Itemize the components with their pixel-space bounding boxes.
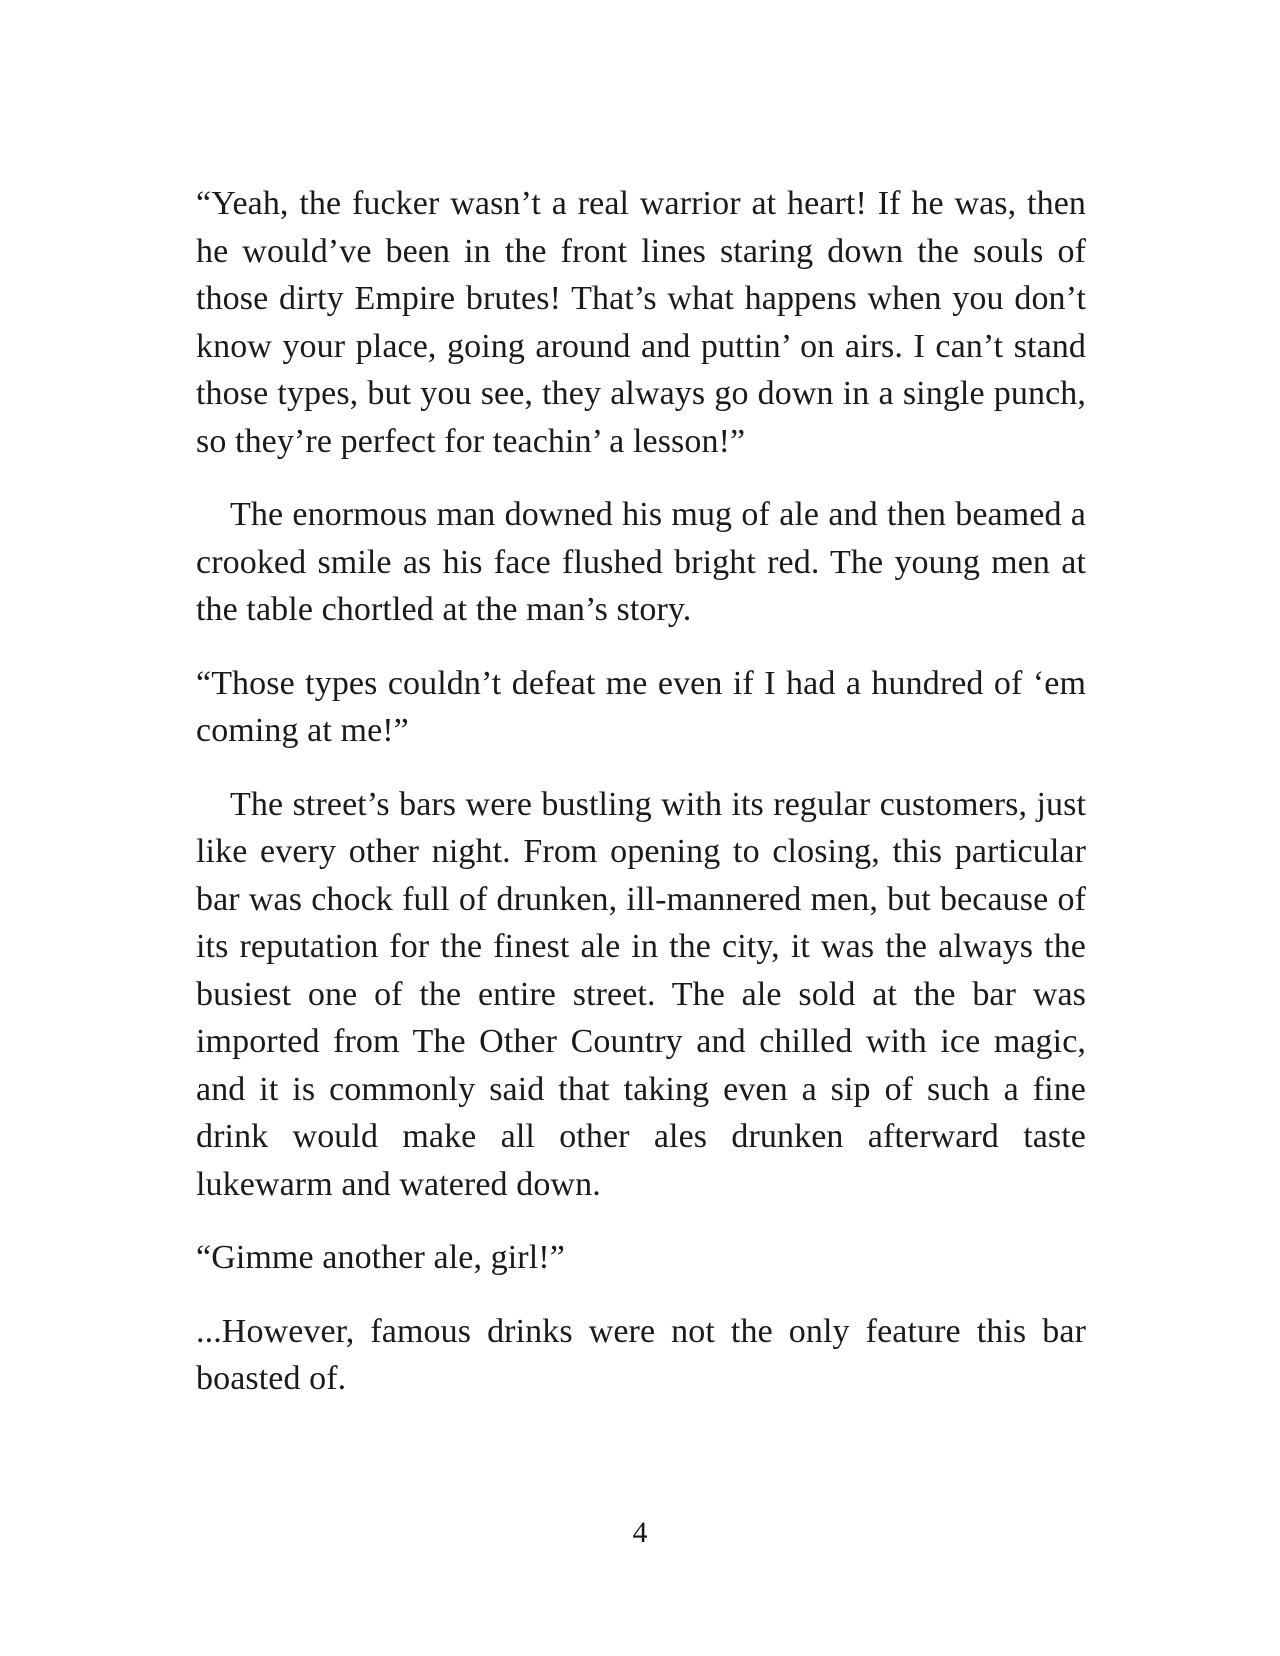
page-number: 4 — [632, 1516, 648, 1549]
paragraph-dialogue-gimme-ale: “Gimme another ale, girl!” — [196, 1239, 565, 1276]
paragraph-dialogue-those-types: “Those types couldn’t defeat me even if I had a hundred of ‘em coming at me!” — [196, 664, 1086, 749]
paragraph-famous-drinks: ...However, famous drinks were not the only feature this bar boasted of. — [196, 1312, 1086, 1397]
page-body — [196, 180, 1086, 1429]
paragraph-street-bars: The street’s bars were bustling with its regular customers, just like every other night. From opening to closing, this particular bar was chock full of drunken, ill-mannered men, but because of its reputation for the finest ale in the city, it was the always the busiest one of the entire street. The ale sold at the bar was imported from The Other Country and chilled with ice magic, and it is commonly said that taking even a sip of such a fine drink would make all other ales drunken afterward taste lukewarm and watered down. — [196, 785, 1086, 1203]
paragraph-enormous-man: The enormous man downed his mug of ale and then beamed a crooked smile as his face flushed bright red. The young men at the table chortled at the man’s story. — [196, 496, 1086, 628]
paragraph-dialogue-warrior: “Yeah, the fucker wasn’t a real warrior at heart! If he was, then he would’ve been in the front lines staring down the souls of those dirty Empire brutes! That’s what happens when you don’t know your place, going around and puttin’ on airs. I can’t stand those types, but you see, they always go down in a single punch, so they’re perfect for teachin’ a lesson!” — [196, 185, 1086, 460]
